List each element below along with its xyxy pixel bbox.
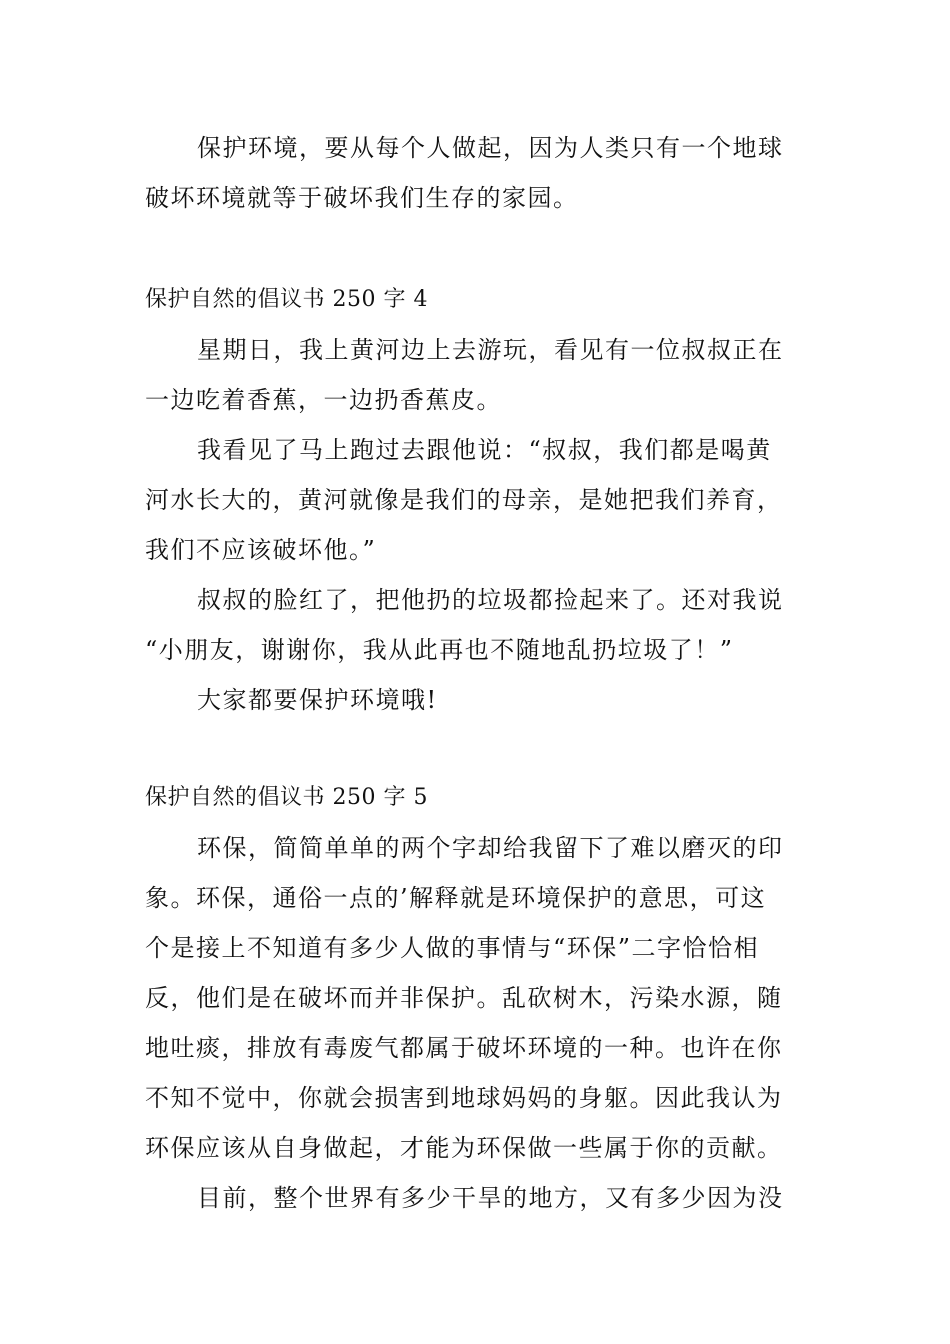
paragraph bbox=[145, 1173, 807, 1223]
text-line: 星期日，我上黄河边上去游玩，看见有一位叔叔正在 bbox=[197, 336, 784, 364]
paragraph bbox=[145, 123, 807, 223]
text-line: 保护环境，要从每个人做起，因为人类只有一个地球 bbox=[197, 134, 784, 162]
paragraph bbox=[145, 575, 807, 675]
text-line: “小朋友，谢谢你，我从此再也不随地乱扔垃圾了！” bbox=[145, 636, 734, 664]
text-line: 个是接上不知道有多少人做的事情与“环保”二字恰恰相 bbox=[145, 934, 760, 962]
text-line: 一边吃着香蕉，一边扔香蕉皮。 bbox=[145, 386, 502, 414]
section-5 bbox=[145, 773, 807, 1223]
paragraph bbox=[145, 675, 807, 725]
section-heading: 保护自然的倡议书 250 字 5 bbox=[145, 785, 428, 810]
text-line: 环保，简简单单的两个字却给我留下了难以磨灭的印 bbox=[197, 834, 784, 862]
intro-paragraph-block bbox=[145, 123, 807, 223]
text-line: 反，他们是在破坏而并非保护。乱砍树木，污染水源，随 bbox=[145, 984, 783, 1012]
text-line: 环保应该从自身做起，才能为环保做一些属于你的贡献。 bbox=[145, 1134, 783, 1162]
text-line: 目前，整个世界有多少干旱的地方，又有多少因为没 bbox=[197, 1184, 784, 1212]
paragraph bbox=[145, 425, 807, 575]
text-line: 我们不应该破坏他。” bbox=[145, 536, 377, 564]
text-line: 大家都要保护环境哦! bbox=[197, 686, 438, 714]
text-line: 破坏环境就等于破坏我们生存的家园。 bbox=[145, 184, 579, 212]
text-line: 河水长大的，黄河就像是我们的母亲，是她把我们养育， bbox=[145, 486, 783, 514]
section-4 bbox=[145, 275, 807, 725]
paragraph bbox=[145, 823, 807, 1173]
text-line: 象。环保，通俗一点的’解释就是环境保护的意思，可这 bbox=[145, 884, 767, 912]
text-line: 不知不觉中，你就会损害到地球妈妈的身躯。因此我认为 bbox=[145, 1084, 783, 1112]
text-line: 地吐痰，排放有毒废气都属于破坏环境的一种。也许在你 bbox=[145, 1034, 783, 1062]
text-line: 叔叔的脸红了，把他扔的垃圾都捡起来了。还对我说 bbox=[197, 586, 784, 614]
text-line: 我看见了马上跑过去跟他说：“叔叔，我们都是喝黄 bbox=[197, 436, 772, 464]
paragraph bbox=[145, 325, 807, 425]
section-heading: 保护自然的倡议书 250 字 4 bbox=[145, 287, 428, 312]
